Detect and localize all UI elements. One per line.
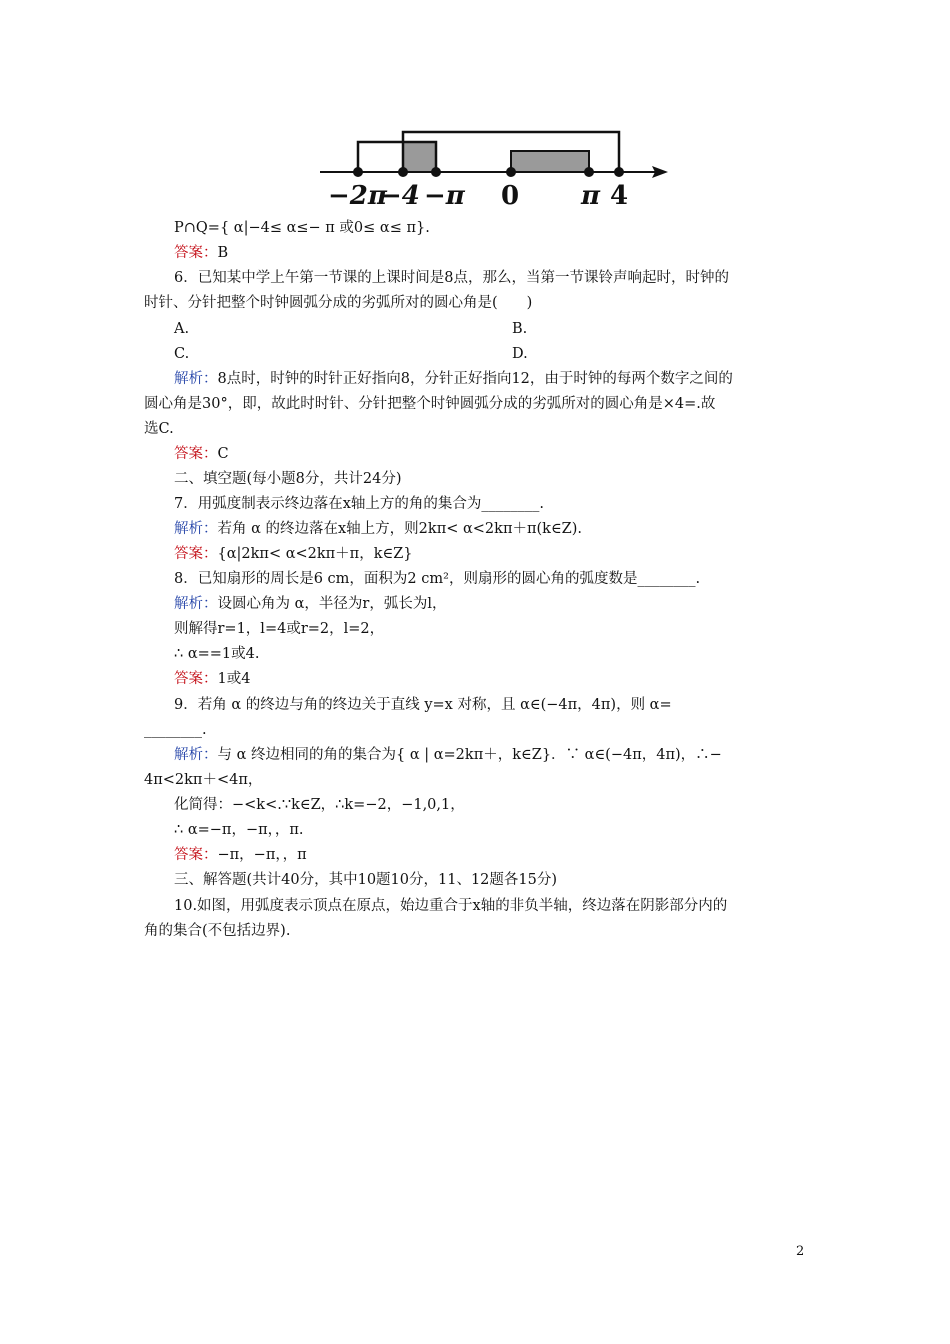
tick-label: −2π [328,181,387,211]
question-9-line-2: ________. [144,722,207,738]
tick-label: −4 [380,181,420,211]
analysis-label: 解析： [174,371,218,387]
analysis-label: 解析： [174,747,218,763]
solution-9-line-1: 解析：与 α 终边相同的角的集合为{ α | α=2kπ＋，k∈Z}．∵ α∈(−4π，4π)，∴− [174,747,722,763]
answer-line: 答案：{α|2kπ< α<2kπ＋π，k∈Z} [174,546,413,562]
page-number: 2 [796,1244,805,1259]
answer-label: 答案： [174,245,218,261]
section-heading-2: 二、填空题(每小题8分，共计24分) [174,471,402,487]
solution-6-line-2: 圆心角是30°，即，故此时时针、分针把整个时钟圆弧分成的劣弧所对的圆心角是×4=.故 [144,396,716,412]
question-8-line: 8．已知扇形的周长是6 cm，面积为2 cm²，则扇形的圆心角的弧度数是________. [174,571,701,587]
analysis-label: 解析： [174,521,218,537]
answer-line: 答案：B [174,245,229,261]
question-6-options-ab: A. B. [174,321,528,337]
question-6-line-2: 时针、分针把整个时钟圆弧分成的劣弧所对的圆心角是( ) [144,295,533,311]
solution-9-line-2: 4π<2kπ＋<4π， [144,772,263,788]
shaded-interval-left [403,142,436,172]
question-10-line-1: 10.如图，用弧度表示顶点在原点，始边重合于x轴的非负半轴，终边落在阴影部分内的 [174,898,728,914]
solution-8-line-1: 解析：设圆心角为 α，半径为r，弧长为l， [174,596,447,612]
tick-label: π [581,181,601,211]
tick-label: 4 [610,181,629,211]
answer-label: 答案： [174,446,218,462]
tick-label: 0 [501,181,520,211]
solution-8-line-2: 则解得r=1，l=4或r=2，l=2， [174,621,385,637]
answer-label: 答案： [174,671,218,687]
solution-8-line-3: ∴ α==1或4. [174,646,260,662]
shaded-interval-right [511,151,589,172]
number-line-diagram [300,120,680,215]
answer-line: 答案：1或4 [174,671,251,687]
tick-label: −π [424,181,465,211]
analysis-label: 解析： [174,596,218,612]
solution-6-line-1: 解析：8点时，时钟的时针正好指向8，分针正好指向12，由于时钟的每两个数字之间的 [174,371,733,387]
question-6-line-1: 6．已知某中学上午第一节课的上课时间是8点，那么，当第一节课铃声响起时，时钟的 [174,270,729,286]
answer-label: 答案： [174,847,218,863]
section-heading-3: 三、解答题(共计40分，其中10题10分，11、12题各15分) [174,872,558,888]
question-10-line-2: 角的集合(不包括边界). [144,923,291,939]
answer-label: 答案： [174,546,218,562]
set-result-line: P∩Q={ α|−4≤ α≤− π 或0≤ α≤ π}. [174,220,430,236]
question-9-line-1: 9．若角 α 的终边与角的终边关于直线 y=x 对称，且 α∈(−4π，4π)，则 α= [174,697,672,713]
answer-line: 答案：−π，−π，，π [174,847,307,863]
solution-9-line-3: 化简得：−<k<.∵k∈Z，∴k=−2，−1,0,1， [174,797,465,813]
solution-7-line: 解析：若角 α 的终边落在x轴上方，则2kπ< α<2kπ＋π(k∈Z). [174,521,583,537]
solution-6-line-3: 选C. [144,421,174,437]
solution-9-line-4: ∴ α=−π，−π，，π. [174,822,304,838]
question-7-line: 7．用弧度制表示终边落在x轴上方的角的集合为________. [174,496,545,512]
answer-line: 答案：C [174,446,229,462]
question-6-options-cd: C. D. [174,346,528,362]
